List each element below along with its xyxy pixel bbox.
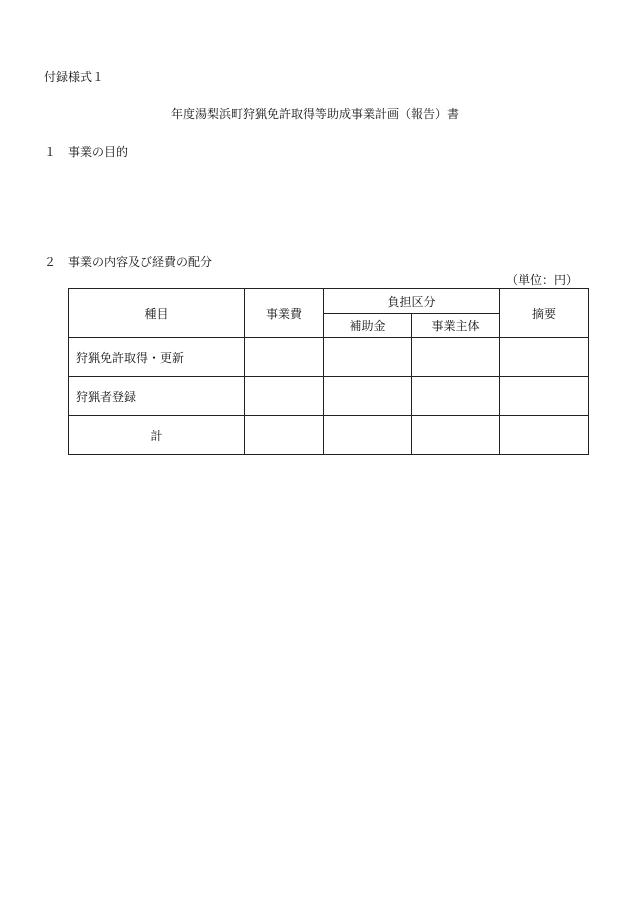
document-title: 年度湯梨浜町狩猟免許取得等助成事業計画（報告）書: [170, 107, 459, 121]
header-row: [69, 289, 589, 314]
section-heading: 事業の内容及び経費の配分: [68, 255, 213, 269]
section-number: １: [44, 145, 57, 159]
header-category: 種目: [69, 289, 245, 338]
cell-project-cost[interactable]: [245, 338, 324, 377]
header-operator: 事業主体: [412, 314, 500, 338]
section-content-costs: [44, 253, 212, 270]
cell-summary[interactable]: [500, 338, 589, 377]
cell-subsidy[interactable]: [324, 416, 412, 455]
cell-operator[interactable]: [412, 416, 500, 455]
header-project-cost: 事業費: [245, 289, 324, 338]
section-heading: 事業の目的: [68, 145, 129, 159]
cell-subsidy[interactable]: [324, 338, 412, 377]
cell-summary[interactable]: [500, 377, 589, 416]
cell-operator[interactable]: [412, 377, 500, 416]
table-row-total: [69, 416, 589, 455]
header-burden: 負担区分: [324, 289, 500, 314]
budget-table: [68, 288, 589, 455]
cell-project-cost[interactable]: [245, 416, 324, 455]
cell-project-cost[interactable]: [245, 377, 324, 416]
form-label: 付録様式１: [44, 70, 105, 84]
table-row: [69, 338, 589, 377]
section-purpose: [44, 143, 128, 160]
row-label: 狩猟者登録: [69, 377, 245, 416]
table-row: [69, 377, 589, 416]
cell-operator[interactable]: [412, 338, 500, 377]
cell-subsidy[interactable]: [324, 377, 412, 416]
header-summary: 摘要: [500, 289, 589, 338]
cell-summary[interactable]: [500, 416, 589, 455]
row-label: 狩猟免許取得・更新: [69, 338, 245, 377]
section-number: ２: [44, 255, 57, 269]
header-subsidy: 補助金: [324, 314, 412, 338]
unit-note: （単位：円）: [505, 273, 578, 287]
row-label-total: 計: [69, 416, 245, 455]
